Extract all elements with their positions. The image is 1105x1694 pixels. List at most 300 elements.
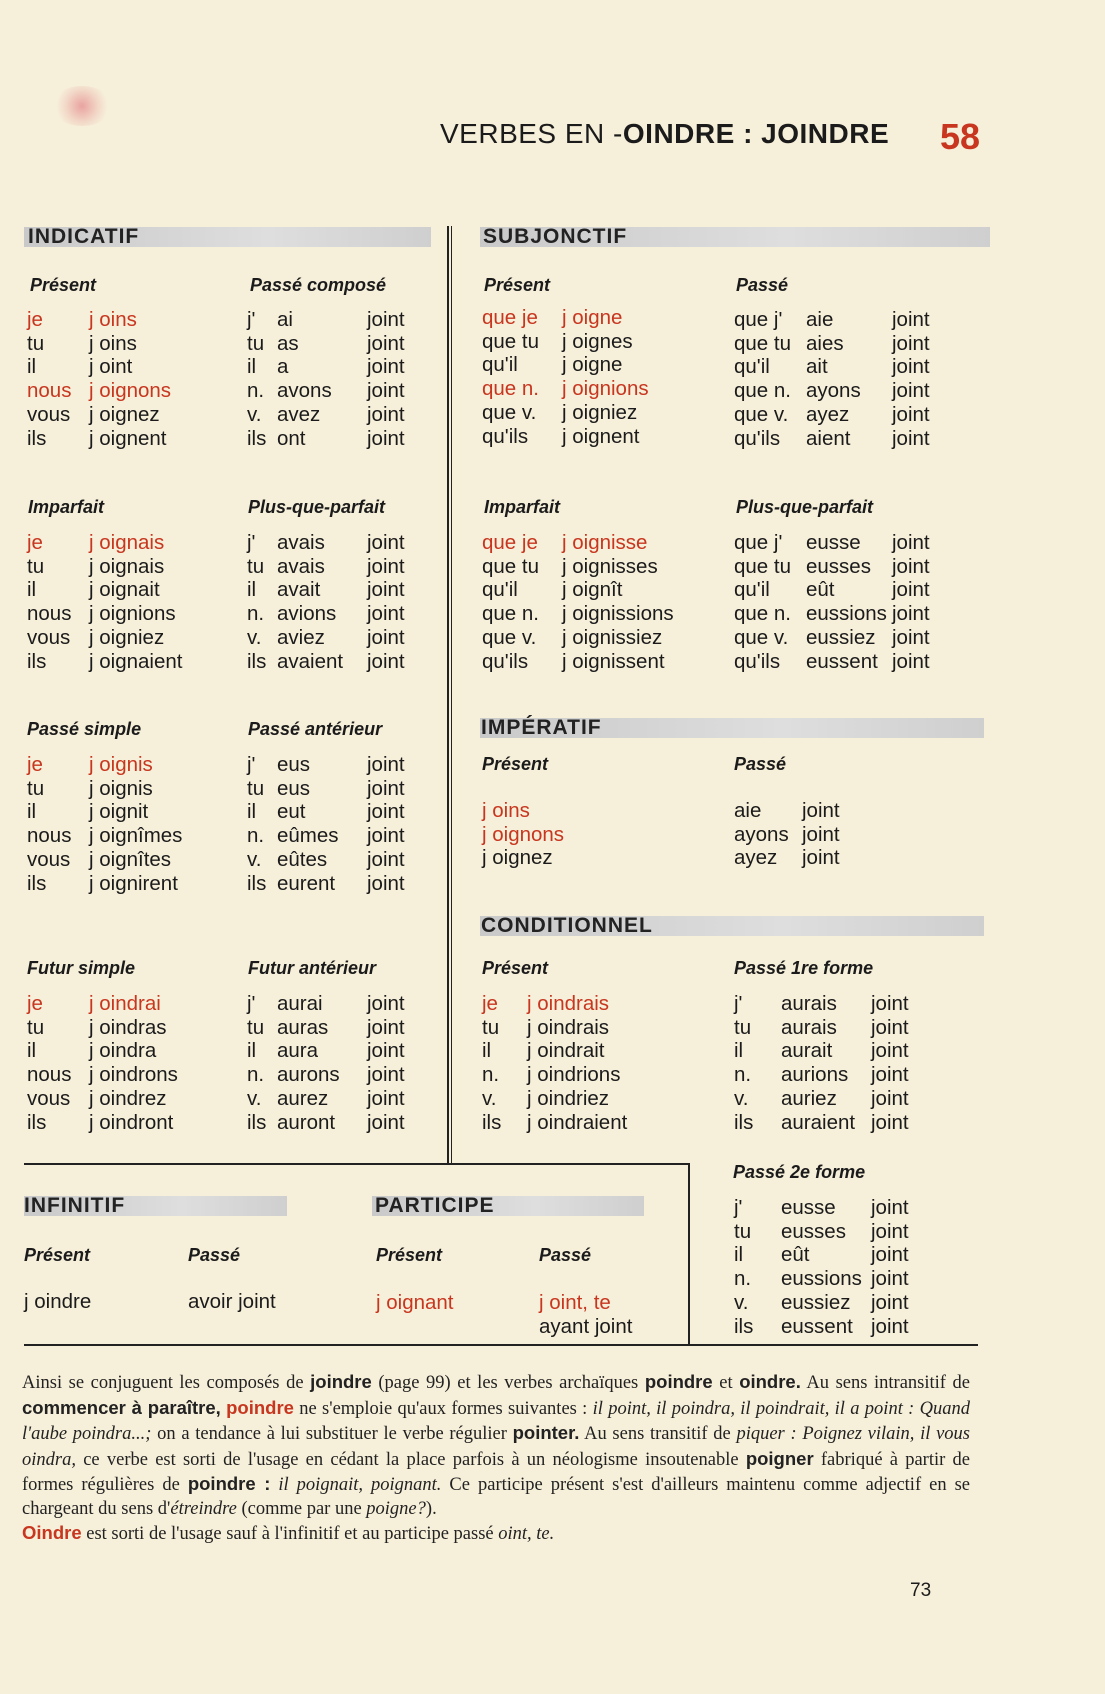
conjugation-cell: joint xyxy=(367,355,405,379)
conjugation-row xyxy=(734,846,840,870)
conjugation-row xyxy=(734,992,909,1016)
sub-pqp-rows xyxy=(734,531,930,673)
conjugation-cell: auriez xyxy=(781,1086,837,1110)
conjugation-cell: j' xyxy=(247,992,256,1015)
subjonctif-title: SUBJONCTIF xyxy=(483,225,628,248)
conjugation-cell: v. xyxy=(482,1086,497,1110)
conjugation-cell: j oignit xyxy=(89,800,149,824)
conjugation-cell: joint xyxy=(367,1063,405,1087)
ind-passe-simple-rows xyxy=(27,753,182,895)
conjugation-row xyxy=(734,1196,909,1220)
conjugation-cell: tu xyxy=(247,776,265,800)
conjugation-cell: ils xyxy=(247,1110,267,1134)
conjugation-row xyxy=(734,355,930,379)
imp-present-rows xyxy=(482,799,564,870)
conjugation-row xyxy=(482,1111,627,1135)
conjugation-row xyxy=(734,403,930,427)
conjugation-row xyxy=(27,824,182,848)
conjugation-cell: nous xyxy=(27,824,72,848)
conjugation-cell: auront xyxy=(277,1110,336,1134)
conjugation-row xyxy=(27,777,182,801)
sub-pqp-label: Plus-que-parfait xyxy=(736,497,874,517)
conjugation-cell: qu'il xyxy=(482,353,518,377)
conjugation-cell: auras xyxy=(277,1015,329,1039)
ind-futur-simple-rows xyxy=(27,992,178,1134)
column-divider xyxy=(447,226,449,1163)
conjugation-cell: joint xyxy=(871,1015,909,1039)
conjugation-row xyxy=(482,1039,627,1063)
conjugation-cell: joint xyxy=(871,1086,909,1110)
conjugation-cell: ils xyxy=(247,649,267,673)
note-segment: piquer : Poignez vilain, il vous oindra, xyxy=(22,1424,971,1470)
note-segment: joindre xyxy=(310,1371,372,1392)
part-passe-value: j oint, te xyxy=(539,1291,611,1314)
conjugation-row xyxy=(734,379,930,403)
conjugation-cell: j oignissent xyxy=(562,649,665,673)
conjugation-cell: avaient xyxy=(277,649,344,673)
conjugation-row xyxy=(27,1063,178,1087)
inf-present-label: Présent xyxy=(24,1245,91,1265)
conjugation-cell: ils xyxy=(734,1110,754,1134)
conjugation-row xyxy=(247,555,405,579)
conjugation-cell: joint xyxy=(892,531,930,554)
conjugation-cell: joint xyxy=(871,1039,909,1063)
conjugation-cell: aie xyxy=(734,799,762,822)
conjugation-cell: avez xyxy=(277,402,321,426)
conjugation-row xyxy=(27,800,182,824)
ind-present-label: Présent xyxy=(30,275,97,295)
conjugation-row xyxy=(734,799,840,823)
conjugation-cell: qu'ils xyxy=(482,424,529,448)
conjugation-cell: tu xyxy=(247,554,265,578)
conjugation-row xyxy=(247,824,405,848)
conjugation-cell: ont xyxy=(277,426,306,450)
conjugation-cell: qu'ils xyxy=(734,426,781,450)
conjugation-cell: que tu xyxy=(482,329,539,353)
conjugation-cell: eûtes xyxy=(277,847,328,871)
note-segment: oindre. xyxy=(739,1371,801,1392)
conjugation-cell: que j' xyxy=(734,308,783,331)
conjugation-cell: joint xyxy=(892,355,930,379)
conjugation-cell: joint xyxy=(367,753,405,776)
conjugation-cell: joint xyxy=(367,426,405,450)
conjugation-cell: je xyxy=(482,992,498,1015)
conjugation-cell: j oignais xyxy=(89,531,165,554)
conjugation-cell: joint xyxy=(367,800,405,824)
conjugation-cell: auraient xyxy=(781,1110,856,1134)
conjugation-cell: il xyxy=(27,578,37,602)
conjugation-cell: tu xyxy=(734,1219,752,1243)
conjugation-cell: je xyxy=(27,992,43,1015)
note-segment: Ce participe présent s'est d'ailleurs maintenu comme adjectif en se chargeant du sens d' xyxy=(22,1475,971,1519)
imp-present-label: Présent xyxy=(482,754,549,774)
ind-passe-compose-rows xyxy=(247,308,405,450)
conjugation-row xyxy=(27,1087,178,1111)
conjugation-row xyxy=(247,1111,405,1135)
conjugation-cell: aurons xyxy=(277,1063,340,1087)
conjugation-row xyxy=(27,355,171,379)
note-segment: poindre : xyxy=(187,1473,271,1494)
conjugation-cell: j oignissiez xyxy=(562,625,663,649)
conjugation-row xyxy=(27,379,171,403)
conjugation-cell: aurais xyxy=(781,1015,837,1039)
conjugation-cell: eussiez xyxy=(781,1290,851,1314)
conjugation-cell: aurait xyxy=(781,1039,833,1063)
conjugation-cell: joint xyxy=(367,379,405,403)
conjugation-row xyxy=(482,626,674,650)
conjugation-cell: aurais xyxy=(781,992,837,1015)
conjugation-cell: avons xyxy=(277,379,332,403)
ind-imparfait-label: Imparfait xyxy=(28,497,105,517)
note-segment: Oindre xyxy=(22,1522,82,1543)
conjugation-row xyxy=(247,848,405,872)
usage-note-paragraph-1 xyxy=(22,1370,970,1521)
note-segment: et xyxy=(712,1373,740,1393)
note-segment: fabriqué à partir de formes régulières de xyxy=(22,1449,970,1495)
conjugation-cell: joint xyxy=(892,379,930,403)
conjugation-cell: eut xyxy=(277,800,306,824)
conjugation-cell: j oignissions xyxy=(562,602,674,626)
conjugation-cell: j' xyxy=(247,308,256,331)
conjugation-cell: avais xyxy=(277,531,325,554)
conjugation-cell: joint xyxy=(367,602,405,626)
conjugation-cell: j oindriez xyxy=(527,1086,610,1110)
conjugation-cell: as xyxy=(277,331,299,355)
conjugation-row xyxy=(27,753,182,777)
conjugation-cell: que v. xyxy=(734,402,789,426)
conjugation-row xyxy=(734,1063,909,1087)
conjugation-row xyxy=(734,1220,909,1244)
conjugation-row xyxy=(482,992,627,1016)
table-bottom-rule xyxy=(24,1344,978,1346)
conjugation-row xyxy=(482,377,649,401)
conjugation-cell: j oignions xyxy=(89,602,176,626)
part-passe-value-2: ayant joint xyxy=(539,1315,633,1338)
conjugation-row xyxy=(247,650,405,674)
conjugation-cell: j oignirent xyxy=(89,871,178,895)
conjugation-row xyxy=(247,1063,405,1087)
conjugation-row xyxy=(247,403,405,427)
conjugation-row xyxy=(482,650,674,674)
note-segment: poigner xyxy=(745,1447,814,1469)
conjugation-cell: aie xyxy=(806,308,834,331)
conjugation-cell: joint xyxy=(892,331,930,355)
conjugation-cell: j oindrais xyxy=(527,992,610,1015)
ind-passe-simple-label: Passé simple xyxy=(27,719,142,739)
ink-stain xyxy=(52,86,112,126)
conjugation-cell: joint xyxy=(892,308,930,331)
conjugation-cell: eusse xyxy=(781,1196,836,1219)
cond-present-label: Présent xyxy=(482,958,549,978)
conjugation-cell: aies xyxy=(806,331,844,355)
conjugation-cell: j oignîtes xyxy=(89,847,172,871)
conjugation-cell: j' xyxy=(734,1196,743,1219)
conjugation-cell: joint xyxy=(892,625,930,649)
conjugation-cell: tu xyxy=(27,331,45,355)
conjugation-cell: avais xyxy=(277,554,325,578)
conjugation-row xyxy=(27,1111,178,1135)
part-present-label: Présent xyxy=(376,1245,443,1265)
ind-futur-simple-label: Futur simple xyxy=(27,958,136,978)
conjugation-cell: que je xyxy=(482,531,538,554)
conjugation-cell: j oignons xyxy=(89,379,172,403)
conjugation-cell: j oindraient xyxy=(527,1110,628,1134)
conjugation-cell: qu'ils xyxy=(482,649,529,673)
conjugation-cell: ils xyxy=(734,1314,754,1338)
cond-passe2-rows xyxy=(734,1196,909,1338)
conjugation-cell: que tu xyxy=(482,554,539,578)
conjugation-cell: ayons xyxy=(734,822,789,846)
ind-pqp-rows xyxy=(247,531,405,673)
conjugation-cell: a xyxy=(277,355,289,379)
conjugation-cell: joint xyxy=(871,1267,909,1291)
conjugation-cell: je xyxy=(27,308,43,331)
conjugation-cell: qu'il xyxy=(734,578,770,602)
conjugation-cell: tu xyxy=(27,1015,45,1039)
usage-note xyxy=(22,1370,970,1547)
conjugation-cell: joint xyxy=(892,554,930,578)
conjugation-row xyxy=(247,1016,405,1040)
conjugation-cell: j oins xyxy=(89,308,137,331)
note-segment: poigne? xyxy=(366,1498,426,1519)
inf-present-value: j oindre xyxy=(24,1290,92,1313)
conjugation-cell: j oindrez xyxy=(89,1086,167,1110)
conjugation-row xyxy=(482,330,649,354)
conjugation-cell: j oignes xyxy=(562,329,633,353)
cond-present-rows xyxy=(482,992,627,1134)
conjugation-cell: j oignons xyxy=(482,822,565,846)
conjugation-cell: eussent xyxy=(806,649,878,673)
page-number: 73 xyxy=(910,1580,932,1601)
conjugation-cell: j oins xyxy=(482,799,530,822)
conjugation-row xyxy=(734,427,930,451)
conjugation-row xyxy=(482,602,674,626)
conjugation-cell: avions xyxy=(277,602,337,626)
conjugation-row xyxy=(247,872,405,896)
imperatif-title: IMPÉRATIF xyxy=(481,716,602,739)
note-segment: étreindre xyxy=(170,1498,237,1519)
conjugation-cell: que n. xyxy=(482,377,539,401)
conjugation-cell: vous xyxy=(27,402,71,426)
conjugation-row xyxy=(482,401,649,425)
conjugation-cell: je xyxy=(27,531,43,554)
conjugation-row xyxy=(734,1016,909,1040)
conjugation-cell: j oignis xyxy=(89,776,153,800)
note-segment: ce verbe est sorti de l'usage en cédant la place parfois à un néologisme insoutenable xyxy=(75,1449,746,1470)
conjugation-cell: n. xyxy=(482,1063,500,1087)
conjugation-row xyxy=(27,992,178,1016)
conjugation-cell: ils xyxy=(27,1110,47,1134)
conjugation-cell: il xyxy=(734,1243,744,1267)
conjugation-cell: il xyxy=(247,1039,257,1063)
conjugation-cell: j oigne xyxy=(562,306,623,329)
conjugation-cell: j oindrais xyxy=(527,1015,610,1039)
conjugation-cell: j oindrait xyxy=(527,1039,605,1063)
conjugation-cell: joint xyxy=(367,871,405,895)
conjugation-cell: que n. xyxy=(734,602,791,626)
conjugation-cell: joint xyxy=(871,1314,909,1338)
conjugation-cell: ayez xyxy=(806,402,850,426)
conjugation-cell: j oigne xyxy=(562,353,623,377)
conjugation-cell: joint xyxy=(367,649,405,673)
conjugation-row xyxy=(734,602,930,626)
conjugation-cell: joint xyxy=(367,1086,405,1110)
cond-passe1-rows xyxy=(734,992,909,1134)
conjugation-cell: v. xyxy=(247,1086,262,1110)
conjugation-row xyxy=(482,846,564,870)
conjugation-cell: joint xyxy=(367,847,405,871)
conjugation-cell: eûmes xyxy=(277,824,339,848)
conjugation-cell: joint xyxy=(367,992,405,1015)
conjugation-cell: aurez xyxy=(277,1086,329,1110)
conjugation-cell: tu xyxy=(27,554,45,578)
participe-title: PARTICIPE xyxy=(375,1194,495,1217)
conjugation-cell: eus xyxy=(277,753,311,776)
ind-passe-compose-label: Passé composé xyxy=(250,275,387,295)
conjugation-row xyxy=(247,753,405,777)
conjugation-cell: j oignais xyxy=(89,554,165,578)
conjugation-cell: j oignaient xyxy=(89,649,183,673)
conjugation-cell: joint xyxy=(892,426,930,450)
conjugation-cell: j' xyxy=(734,992,743,1015)
conjugation-cell: que tu xyxy=(734,331,791,355)
conjugation-cell: tu xyxy=(482,1015,500,1039)
conjugation-cell: joint xyxy=(871,1290,909,1314)
conjugation-row xyxy=(247,1039,405,1063)
conjugation-row xyxy=(27,403,171,427)
conjugation-cell: qu'ils xyxy=(734,649,781,673)
conjugation-cell: eût xyxy=(806,578,835,602)
sub-imparfait-label: Imparfait xyxy=(484,497,561,517)
conjugation-cell: joint xyxy=(367,402,405,426)
ind-passe-anterieur-rows xyxy=(247,753,405,895)
conjugation-cell: eusses xyxy=(781,1219,846,1243)
conjugation-cell: j oindrions xyxy=(527,1063,621,1087)
cond-passe2-label: Passé 2e forme xyxy=(733,1162,866,1182)
conjugation-row xyxy=(247,308,405,332)
conjugation-cell: nous xyxy=(27,602,72,626)
conjugation-cell: que n. xyxy=(734,379,791,403)
sub-passe-rows xyxy=(734,308,930,450)
conjugation-row xyxy=(734,1315,909,1339)
conjugation-cell: joint xyxy=(367,625,405,649)
conjugation-cell: eus xyxy=(277,776,311,800)
conjugation-cell: joint xyxy=(892,602,930,626)
conjugation-row xyxy=(734,332,930,356)
conjugation-cell: eussiez xyxy=(806,625,876,649)
note-segment: ). xyxy=(425,1498,437,1519)
conjugation-row xyxy=(247,355,405,379)
conjugation-cell: joint xyxy=(871,1110,909,1134)
conjugation-cell: j oignisses xyxy=(562,554,658,578)
sub-passe-label: Passé xyxy=(736,275,789,295)
conjugation-row xyxy=(482,555,674,579)
conjugation-cell: v. xyxy=(247,402,262,426)
conjugation-cell: joint xyxy=(802,799,840,822)
conjugation-cell: j' xyxy=(247,531,256,554)
conjugation-cell: joint xyxy=(367,1039,405,1063)
conjugation-cell: j oignîmes xyxy=(89,824,183,848)
conjugation-cell: v. xyxy=(247,625,262,649)
conjugation-row xyxy=(27,848,182,872)
table-number: 58 xyxy=(940,116,981,157)
conjugation-cell: j oignez xyxy=(89,402,160,426)
conjugation-cell: j oigniez xyxy=(89,625,165,649)
conjugation-cell: il xyxy=(482,1039,492,1063)
conjugation-cell: joint xyxy=(367,578,405,602)
conjugation-cell: que n. xyxy=(482,602,539,626)
conjugation-row xyxy=(27,650,182,674)
conjugation-cell: ils xyxy=(247,426,267,450)
conjugation-cell: j oindront xyxy=(89,1110,174,1134)
conjugation-cell: que j' xyxy=(734,531,783,554)
conjugation-cell: joint xyxy=(367,776,405,800)
note-segment: (page 99) et les verbes archaïques xyxy=(371,1373,645,1393)
indicatif-title: INDICATIF xyxy=(28,225,140,248)
conjugation-cell: joint xyxy=(871,1219,909,1243)
ind-futur-anterieur-rows xyxy=(247,992,405,1134)
usage-note-paragraph-2 xyxy=(22,1521,970,1547)
conjugation-cell: n. xyxy=(247,824,265,848)
conjugation-cell: joint xyxy=(871,1243,909,1267)
conjugation-cell: aviez xyxy=(277,625,325,649)
conjugation-cell: aient xyxy=(806,426,851,450)
sub-present-rows xyxy=(482,306,649,448)
conjugation-row xyxy=(482,531,674,555)
conjugation-row xyxy=(27,578,182,602)
imp-passe-label: Passé xyxy=(734,754,787,774)
conjugation-row xyxy=(247,427,405,451)
conjugation-cell: eussions xyxy=(806,602,887,626)
conjugation-cell: eût xyxy=(781,1243,810,1267)
conjugation-row xyxy=(482,1087,627,1111)
conjugation-cell: ayez xyxy=(734,846,778,870)
conjugation-cell: il xyxy=(27,1039,37,1063)
note-segment: poindre xyxy=(644,1371,713,1392)
conjugation-row xyxy=(27,1039,178,1063)
conjugation-cell: n. xyxy=(247,1063,265,1087)
conjugation-cell: eusse xyxy=(806,531,861,554)
conjugation-cell: ils xyxy=(27,426,47,450)
conjugation-cell: j oignît xyxy=(562,578,623,602)
conjugation-row xyxy=(734,1291,909,1315)
note-segment: il poignait, poignant. xyxy=(278,1475,442,1495)
conjugation-row xyxy=(27,332,171,356)
conjugation-cell: j oint xyxy=(89,355,133,379)
conjugation-cell: joint xyxy=(871,992,909,1015)
conjugation-row xyxy=(27,308,171,332)
conjugation-cell: nous xyxy=(27,1063,72,1087)
conjugation-cell: ils xyxy=(27,871,47,895)
conjugation-cell: j oignions xyxy=(562,377,649,401)
conjugation-cell: il xyxy=(247,578,257,602)
conjugation-cell: avait xyxy=(277,578,321,602)
conjugation-cell: que je xyxy=(482,306,538,329)
conjugation-row xyxy=(734,1039,909,1063)
conjugation-cell: j oindrai xyxy=(89,992,161,1015)
conjugation-cell: que v. xyxy=(482,400,537,424)
conjugation-cell: joint xyxy=(367,554,405,578)
conjugation-row xyxy=(27,1016,178,1040)
conjugation-row xyxy=(247,777,405,801)
conjugation-cell: eussent xyxy=(781,1314,853,1338)
imp-passe-rows xyxy=(734,799,840,870)
sub-imparfait-rows xyxy=(482,531,674,673)
infinitif-title: INFINITIF xyxy=(24,1194,126,1217)
conjugation-row xyxy=(482,425,649,449)
conjugation-cell: j oindra xyxy=(89,1039,157,1063)
conjugation-cell: ils xyxy=(247,871,267,895)
